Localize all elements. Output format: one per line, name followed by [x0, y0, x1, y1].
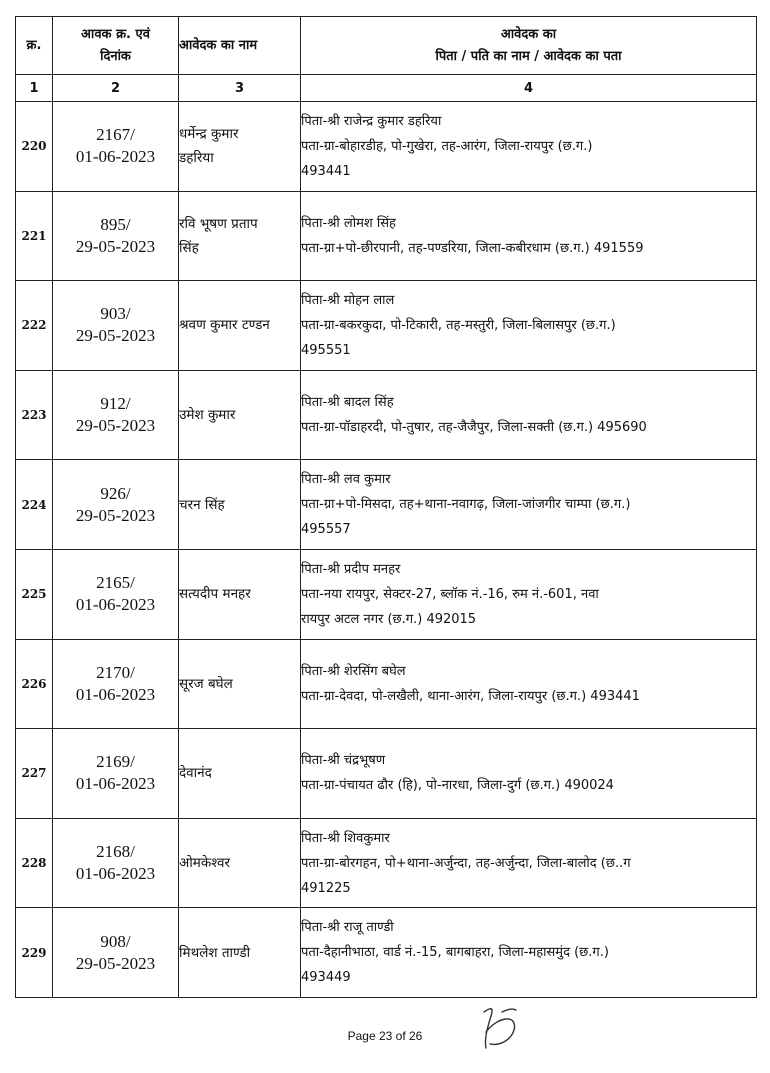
father-name: पिता-श्री मोहन लाल [301, 292, 395, 308]
applicant-details-cell [301, 729, 757, 819]
father-name: पिता-श्री शेरसिंग बघेल [301, 663, 406, 679]
applicant-name-line: मिथलेश ताण्डी [179, 944, 251, 961]
inward-date: 29-05-2023 [75, 416, 156, 436]
table-row [16, 729, 757, 819]
table-row [16, 460, 757, 550]
serial-number: 228 [16, 818, 53, 908]
applicant-name-line: उमेश कुमार [179, 407, 236, 424]
inward-date: 01-06-2023 [75, 147, 156, 167]
header-inward: आवक क्र. एवं दिनांक [53, 17, 179, 75]
father-name: पिता-श्री लोमश सिंह [301, 215, 396, 231]
address-line: पता-ग्रा+पो-मिसदा, तह+थाना-नवागढ़, जिला-जांजगीर चाम्पा (छ.ग.) [301, 497, 631, 513]
applicant-details-cell [301, 818, 757, 908]
address-line: 495551 [301, 342, 351, 358]
serial-number: 220 [16, 102, 53, 192]
inward-number: 2165/ [96, 573, 135, 593]
table-row [16, 191, 757, 281]
inward-date: 29-05-2023 [75, 505, 156, 525]
register-table [15, 16, 757, 998]
address-line: पता-ग्रा-पंचायत ढौर (हि), पो-नारधा, जिला-दुर्ग (छ.ग.) 490024 [301, 778, 614, 794]
applicant-name-cell [179, 549, 301, 639]
serial-number: 224 [16, 460, 53, 550]
column-number-row [16, 75, 757, 102]
inward-date: 29-05-2023 [75, 953, 156, 973]
address-line: 495557 [301, 522, 351, 538]
father-name: पिता-श्री लव कुमार [301, 472, 391, 488]
applicant-name-cell [179, 908, 301, 998]
inward-number: 895/ [100, 214, 131, 234]
applicant-name-line: श्रवण कुमार टण्डन [179, 317, 270, 334]
applicant-name-cell [179, 102, 301, 192]
applicant-details-cell [301, 191, 757, 281]
inward-date: 01-06-2023 [75, 595, 156, 615]
page-number: Page 23 of 26 [347, 1029, 423, 1043]
column-number: 3 [179, 75, 301, 102]
column-number: 1 [16, 75, 53, 102]
inward-cell [53, 818, 179, 908]
address-line: पता-ग्रा-पॉडाहरदी, पो-तुषार, तह-जैजैपुर, जिला-सक्ती (छ.ग.) 495690 [301, 420, 647, 436]
inward-number: 912/ [100, 394, 131, 414]
inward-number: 2167/ [96, 125, 135, 145]
inward-date: 29-05-2023 [75, 326, 156, 346]
header-row [16, 17, 757, 75]
table-row [16, 818, 757, 908]
table-row [16, 281, 757, 371]
column-number: 4 [301, 75, 757, 102]
inward-date: 01-06-2023 [75, 684, 156, 704]
father-name: पिता-श्री बादल सिंह [301, 395, 394, 411]
table-row [16, 549, 757, 639]
inward-cell [53, 281, 179, 371]
address-line: 493441 [301, 163, 351, 179]
inward-number: 2170/ [96, 662, 135, 682]
handwritten-signature [476, 1002, 526, 1054]
inward-number: 903/ [100, 304, 131, 324]
applicant-details-cell [301, 281, 757, 371]
header-serial: क्र. [16, 17, 53, 75]
inward-date: 01-06-2023 [75, 774, 156, 794]
applicant-name-line: ओमकेश्वर [179, 855, 231, 872]
inward-number: 2168/ [96, 842, 135, 862]
address-line: पता-ग्रा-बकरकुदा, पो-टिकारी, तह-मस्तुरी, जिला-बिलासपुर (छ.ग.) [301, 317, 616, 333]
applicant-details-cell [301, 460, 757, 550]
address-line: 491225 [301, 880, 351, 896]
address-line: पता-नया रायपुर, सेक्टर-27, ब्लॉक नं.-16, रुम नं.-601, नवा [301, 586, 599, 602]
applicant-name-line: सत्यदीप मनहर [179, 586, 251, 603]
applicant-name-cell [179, 370, 301, 460]
header-applicant-name: आवेदक का नाम [179, 17, 301, 75]
table-row [16, 102, 757, 192]
inward-cell [53, 370, 179, 460]
applicant-name-cell [179, 460, 301, 550]
applicant-name-cell [179, 191, 301, 281]
address-line: 493449 [301, 970, 351, 986]
inward-date: 01-06-2023 [75, 864, 156, 884]
father-name: पिता-श्री प्रदीप मनहर [301, 561, 401, 577]
serial-number: 226 [16, 639, 53, 729]
address-line: रायपुर अटल नगर (छ.ग.) 492015 [301, 611, 477, 627]
father-name: पिता-श्री शिवकुमार [301, 830, 390, 846]
address-line: पता-ग्रा-बोहारडीह, पो-गुखेरा, तह-आरंग, जिला-रायपुर (छ.ग.) [301, 138, 593, 154]
applicant-name-line: धर्मेन्द्र कुमार [179, 126, 239, 143]
father-name: पिता-श्री राजेन्द्र कुमार डहरिया [301, 113, 442, 129]
serial-number: 223 [16, 370, 53, 460]
serial-number: 221 [16, 191, 53, 281]
address-line: पता-ग्रा-बोरगहन, पो+थाना-अर्जुन्दा, तह-अर्जुन्दा, जिला-बालोद (छ..ग [301, 855, 631, 871]
applicant-details-cell [301, 102, 757, 192]
inward-date: 29-05-2023 [75, 236, 156, 256]
inward-cell [53, 460, 179, 550]
applicant-name-line: देवानंद [179, 765, 212, 782]
applicant-details-cell [301, 908, 757, 998]
table-row [16, 908, 757, 998]
table-row [16, 370, 757, 460]
address-line: पता-दैहानीभाठा, वार्ड नं.-15, बागबाहरा, जिला-महासमुंद (छ.ग.) [301, 945, 609, 961]
applicant-details-cell [301, 639, 757, 729]
father-name: पिता-श्री राजू ताण्डी [301, 920, 394, 936]
father-name: पिता-श्री चंद्रभूषण [301, 753, 386, 769]
applicant-name-cell [179, 281, 301, 371]
address-line: पता-ग्रा+पो-छीरपानी, तह-पण्डरिया, जिला-कबीरधाम (छ.ग.) 491559 [301, 240, 644, 256]
applicant-name-cell [179, 818, 301, 908]
inward-number: 908/ [100, 931, 131, 951]
applicant-details-cell [301, 370, 757, 460]
inward-number: 926/ [100, 483, 131, 503]
applicant-name-line: रवि भूषण प्रताप [179, 215, 258, 232]
inward-cell [53, 102, 179, 192]
inward-number: 2169/ [96, 752, 135, 772]
serial-number: 225 [16, 549, 53, 639]
applicant-details-cell [301, 549, 757, 639]
applicant-name-line: सूरज बघेल [179, 675, 233, 692]
column-number: 2 [53, 75, 179, 102]
header-applicant-details: आवेदक का पिता / पति का नाम / आवेदक का पता [301, 17, 757, 75]
table-row [16, 639, 757, 729]
applicant-name-cell [179, 729, 301, 819]
inward-cell [53, 908, 179, 998]
inward-cell [53, 191, 179, 281]
applicant-name-line: डहरिया [179, 150, 214, 167]
applicant-name-line: चरन सिंह [179, 496, 225, 513]
inward-cell [53, 729, 179, 819]
inward-cell [53, 549, 179, 639]
serial-number: 229 [16, 908, 53, 998]
inward-cell [53, 639, 179, 729]
serial-number: 222 [16, 281, 53, 371]
serial-number: 227 [16, 729, 53, 819]
address-line: पता-ग्रा-देवदा, पो-लखैली, थाना-आरंग, जिला-रायपुर (छ.ग.) 493441 [301, 688, 640, 704]
applicant-name-cell [179, 639, 301, 729]
applicant-name-line: सिंह [179, 239, 199, 256]
